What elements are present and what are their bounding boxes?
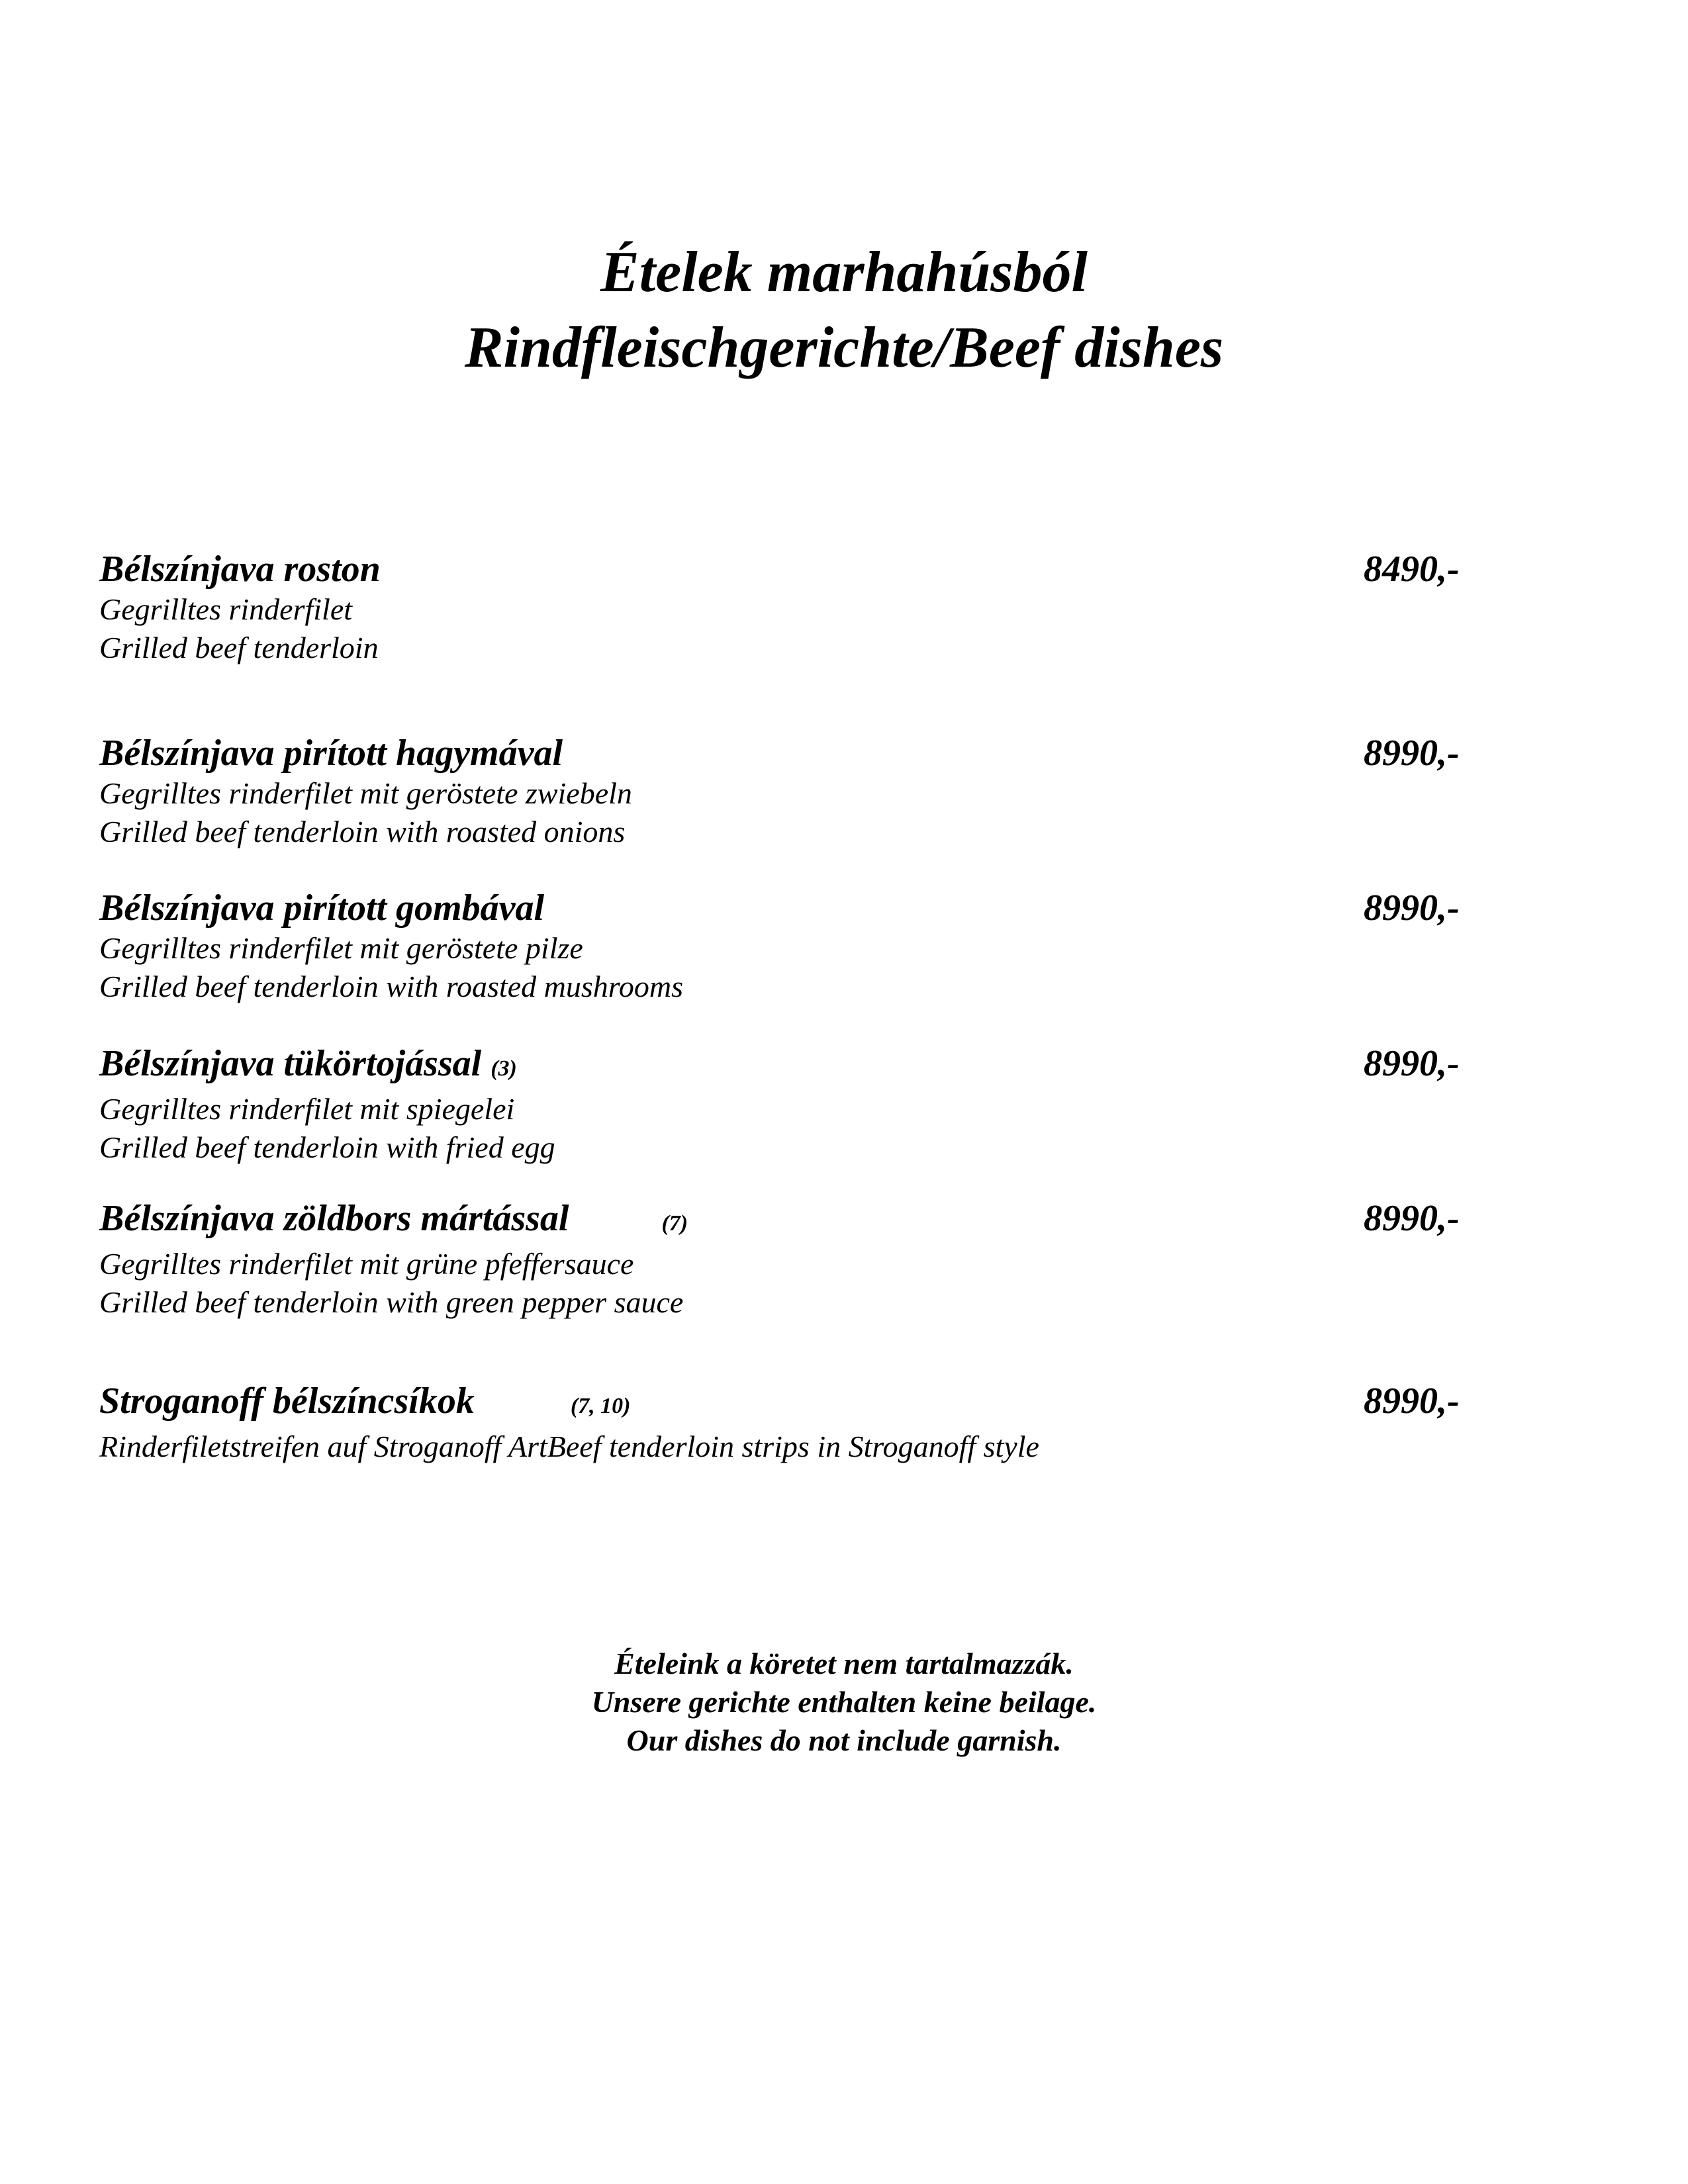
allergen-codes: (3) bbox=[491, 1056, 517, 1081]
menu-item-desc-english: Grilled beef tenderloin with green pepper sauce bbox=[99, 1285, 684, 1319]
menu-item-name: Bélszínjava pirított gombával bbox=[99, 887, 545, 929]
menu-item bbox=[99, 1042, 1470, 1167]
menu-item-name: Bélszínjava tükörtojással (3) bbox=[99, 1043, 517, 1084]
menu-item-desc-german: Gegrilltes rinderfilet mit geröstete pilze bbox=[99, 931, 583, 965]
menu-item-name: Stroganoff bélszíncsíkok (7, 10) bbox=[99, 1381, 631, 1422]
menu-item-name: Bélszínjava pirított hagymával bbox=[99, 733, 563, 774]
page-title-hungarian: Ételek marhahúsból bbox=[600, 240, 1088, 304]
menu-item-desc-german: Rinderfiletstreifen auf Stroganoff ArtBeef tenderloin strips in Stroganoff style bbox=[99, 1430, 1039, 1463]
menu-item-price: 8990,- bbox=[1364, 1198, 1460, 1239]
garnish-note-hungarian: Ételeink a köretet nem tartalmazzák. bbox=[614, 1647, 1074, 1680]
garnish-note-english: Our dishes do not include garnish. bbox=[626, 1723, 1062, 1757]
menu-item-desc-german: Gegrilltes rinderfilet mit grüne pfeffersauce bbox=[99, 1247, 634, 1281]
garnish-note-german: Unsere gerichte enthalten keine beilage. bbox=[591, 1685, 1097, 1719]
menu-item-desc-german: Gegrilltes rinderfilet bbox=[99, 592, 353, 626]
menu-item-name: Bélszínjava roston bbox=[99, 549, 381, 590]
menu-item-price: 8990,- bbox=[1364, 1381, 1460, 1422]
menu-item bbox=[99, 732, 1470, 851]
menu-item-desc-english: Grilled beef tenderloin with roasted mushrooms bbox=[99, 970, 684, 1003]
menu-item-price: 8990,- bbox=[1364, 733, 1460, 774]
page-title bbox=[0, 235, 1688, 386]
menu-item-desc-german: Gegrilltes rinderfilet mit geröstete zwiebeln bbox=[99, 776, 632, 810]
allergen-codes: (7, 10) bbox=[570, 1394, 631, 1418]
page-title-german-english: Rindfleischgerichte/Beef dishes bbox=[464, 316, 1224, 380]
menu-item bbox=[99, 887, 1470, 1006]
menu-item-price: 8490,- bbox=[1364, 549, 1460, 590]
allergen-codes: (7) bbox=[661, 1211, 688, 1236]
menu-item-price: 8990,- bbox=[1364, 1043, 1460, 1084]
menu-item-desc-english: Grilled beef tenderloin with roasted onions bbox=[99, 815, 626, 848]
menu-item-price: 8990,- bbox=[1364, 887, 1460, 929]
menu-item bbox=[99, 1197, 1470, 1322]
menu-item bbox=[99, 1380, 1470, 1466]
menu-item bbox=[99, 548, 1470, 667]
menu-item-desc-english: Grilled beef tenderloin with fried egg bbox=[99, 1130, 555, 1164]
menu-item-desc-german: Gegrilltes rinderfilet mit spiegelei bbox=[99, 1092, 515, 1126]
garnish-note bbox=[0, 1645, 1688, 1760]
menu-item-name: Bélszínjava zöldbors mártással (7) bbox=[99, 1198, 688, 1239]
menu-item-desc-english: Grilled beef tenderloin bbox=[99, 631, 379, 664]
